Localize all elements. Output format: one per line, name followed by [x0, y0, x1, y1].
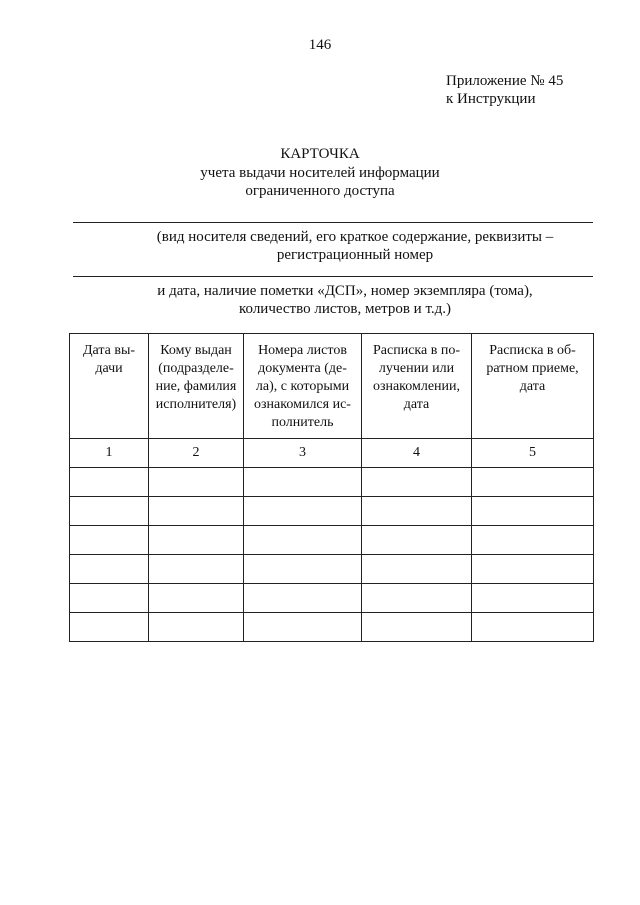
table-cell[interactable] [362, 555, 472, 584]
table-cell[interactable] [149, 613, 244, 642]
issuance-table [69, 333, 594, 642]
table-cell[interactable] [362, 497, 472, 526]
table-cell[interactable] [244, 555, 362, 584]
table-cell[interactable] [244, 468, 362, 497]
table-cell[interactable] [149, 584, 244, 613]
column-number: 1 [70, 439, 149, 468]
table-cell[interactable] [472, 555, 594, 584]
table-cell[interactable] [70, 555, 149, 584]
header-receipt-signature: Расписка в по- лучении или ознакомлении, дата [362, 334, 472, 439]
table-cell[interactable] [472, 497, 594, 526]
table-cell[interactable] [362, 613, 472, 642]
title-subtitle-1: учета выдачи носителей информации [200, 165, 440, 181]
appendix-line-1: Приложение № 45 [446, 73, 564, 89]
table-row [70, 526, 594, 555]
table-cell[interactable] [244, 497, 362, 526]
table-cell[interactable] [244, 526, 362, 555]
table-row [70, 584, 594, 613]
column-number: 4 [362, 439, 472, 468]
fill-in-line-2 [73, 276, 593, 277]
table-cell[interactable] [472, 584, 594, 613]
caption-2-line-1: и дата, наличие пометки «ДСП», номер экземпляра (тома), [157, 283, 533, 299]
table-cell[interactable] [362, 468, 472, 497]
table-row [70, 468, 594, 497]
table-row [70, 613, 594, 642]
appendix-line-2: к Инструкции [446, 91, 536, 107]
table-cell[interactable] [149, 497, 244, 526]
header-return-signature: Расписка в об- ратном приеме, дата [472, 334, 594, 439]
table-cell[interactable] [244, 584, 362, 613]
caption-2-line-2: количество листов, метров и т.д.) [238, 301, 452, 317]
table-cell[interactable] [70, 526, 149, 555]
table-number-row [70, 439, 594, 468]
table-cell[interactable] [149, 468, 244, 497]
table-cell[interactable] [472, 468, 594, 497]
caption-1-line-1: (вид носителя сведений, его краткое содержание, реквизиты – [156, 229, 554, 245]
table-cell[interactable] [362, 526, 472, 555]
caption-1-line-2: регистрационный номер [276, 247, 434, 263]
fill-in-line-1 [73, 222, 593, 223]
table-header-row [70, 334, 594, 439]
page-number: 146 [308, 37, 332, 53]
table-cell[interactable] [70, 584, 149, 613]
table-cell[interactable] [472, 526, 594, 555]
column-number: 2 [149, 439, 244, 468]
table-cell[interactable] [70, 468, 149, 497]
title-subtitle-2: ограниченного доступа [245, 183, 395, 199]
table-cell[interactable] [149, 555, 244, 584]
column-number: 5 [472, 439, 594, 468]
table-cell[interactable] [70, 613, 149, 642]
table-row [70, 497, 594, 526]
table-cell[interactable] [70, 497, 149, 526]
table-cell[interactable] [362, 584, 472, 613]
header-issue-date: Дата вы- дачи [70, 334, 149, 439]
table-row [70, 555, 594, 584]
document-title: КАРТОЧКА [280, 146, 360, 162]
table-cell[interactable] [244, 613, 362, 642]
column-number: 3 [244, 439, 362, 468]
table-cell[interactable] [472, 613, 594, 642]
table-cell[interactable] [149, 526, 244, 555]
header-issued-to: Кому выдан (подразделе- ние, фамилия исполнителя) [149, 334, 244, 439]
header-sheet-numbers: Номера листов документа (де- ла), с которыми ознакомился ис- полнитель [244, 334, 362, 439]
